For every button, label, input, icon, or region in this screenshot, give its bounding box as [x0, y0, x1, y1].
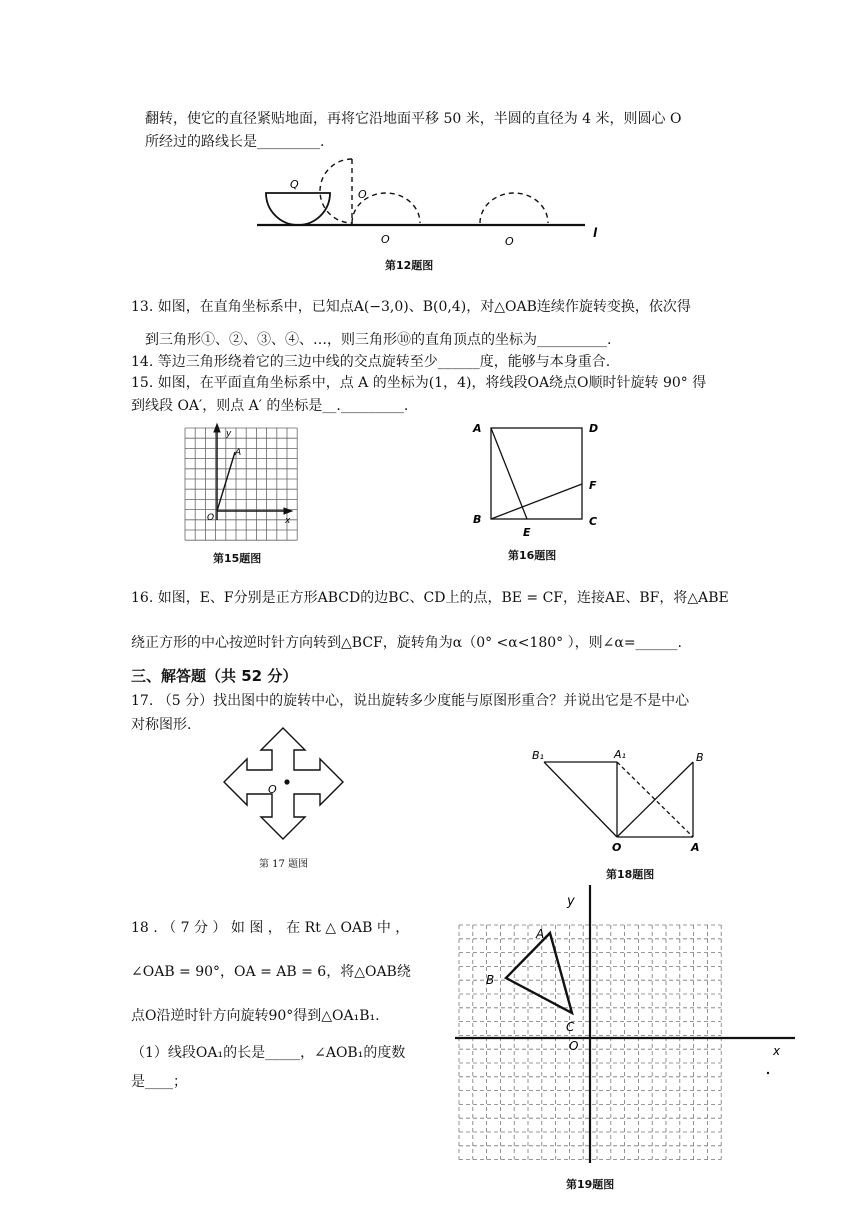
q19-label-c: C — [566, 1020, 575, 1034]
q12-label-o3: O — [505, 235, 514, 248]
section-title: 三、解答题（共 52 分） — [131, 667, 298, 685]
q16-label-c: C — [589, 515, 598, 528]
q15-label-a: A — [235, 448, 242, 458]
q18-label-b1: B₁ — [532, 749, 544, 762]
q18-line5: 是____； — [131, 1074, 187, 1090]
q18-figure — [528, 745, 728, 855]
q19-caption: 第19题图 — [566, 1178, 615, 1191]
q16-label-b: B — [473, 513, 482, 526]
q12-label-o2: O — [381, 233, 390, 246]
q17-caption: 第 17 题图 — [259, 859, 309, 870]
q17-line1: 17. （5 分）找出图中的旋转中心，说出旋转多少度能与原图形重合？并说出它是不是中心 — [131, 693, 690, 709]
q13-line1: 13. 如图，在直角坐标系中，已知点A(−3,0)、B(0,4)，对△OAB连续作旋转变换，依次得 — [131, 299, 691, 315]
q16-caption: 第16题图 — [508, 549, 557, 562]
q15-label-y: y — [226, 429, 232, 439]
q16-label-f: F — [589, 479, 597, 492]
q16-line1: 16. 如图，E、F分别是正方形ABCD的边BC、CD上的点，BE = CF，连接AE、BF，将△ABE — [131, 590, 729, 606]
q16-figure — [465, 418, 615, 553]
q18-label-o: O — [612, 841, 622, 854]
q19-label-y: y — [567, 894, 575, 909]
q18-line2: ∠OAB = 90°，OA = AB = 6，将△OAB绕 — [131, 964, 411, 980]
q17-line2: 对称图形. — [131, 717, 192, 733]
q15-line1: 15. 如图，在平面直角坐标系中，点 A 的坐标为(1，4)，将线段OA绕点O顺时针旋转 90° 得 — [131, 375, 707, 391]
q14-text: 14. 等边三角形绕着它的三边中线的交点旋转至少______度，能够与本身重合. — [131, 354, 611, 370]
q18-label-a1: A₁ — [614, 748, 626, 761]
q15-label-x: x — [285, 516, 291, 526]
q15-figure — [175, 420, 305, 545]
q12-caption: 第12题图 — [385, 259, 434, 272]
q18-label-b: B — [696, 751, 704, 764]
q17-figure — [223, 725, 363, 845]
q12-label-q: Q — [290, 178, 299, 191]
q15-caption: 第15题图 — [213, 552, 262, 565]
q12-line2: 所经过的路线长是_________. — [145, 134, 325, 150]
q16-label-a: A — [473, 422, 482, 435]
q17-label-o: O — [268, 783, 277, 796]
q19-label-x: x — [773, 1044, 781, 1058]
q16-label-e: E — [523, 526, 531, 539]
q18-caption: 第18题图 — [606, 868, 655, 881]
q12-label-l: l — [593, 226, 598, 240]
q15-line2: 到线段 OA′，则点 A′ 的坐标是__._________. — [131, 398, 409, 414]
q18-line4: （1）线段OA₁的长是_____，∠AOB₁的度数 — [131, 1045, 406, 1061]
q12-line1: 翻转，使它的直径紧贴地面，再将它沿地面平移 50 米，半圆的直径为 4 米，则圆心 O — [145, 111, 682, 127]
q19-label-a: A — [536, 927, 545, 941]
q19-figure — [455, 885, 815, 1170]
q19-label-b: B — [486, 973, 495, 987]
q12-label-o1: O — [358, 188, 367, 201]
q18-line3: 点O沿逆时针方向旋转90°得到△OA₁B₁. — [131, 1008, 380, 1024]
q16-label-d: D — [589, 422, 599, 435]
q16-line2: 绕正方形的中心按逆时针方向转到△BCF，旋转角为α（0° <α<180° ），则∠α=______. — [131, 635, 683, 651]
q13-line2: 到三角形①、②、③、④、…，则三角形⑩的直角顶点的坐标为__________. — [145, 332, 612, 348]
q18-line1: 18 . （ 7 分 ） 如 图 ， 在 Rt △ OAB 中 ， — [131, 920, 410, 936]
q19-label-o: O — [569, 1039, 579, 1053]
q18-label-a: A — [691, 841, 700, 854]
q15-label-o: O — [207, 513, 215, 523]
